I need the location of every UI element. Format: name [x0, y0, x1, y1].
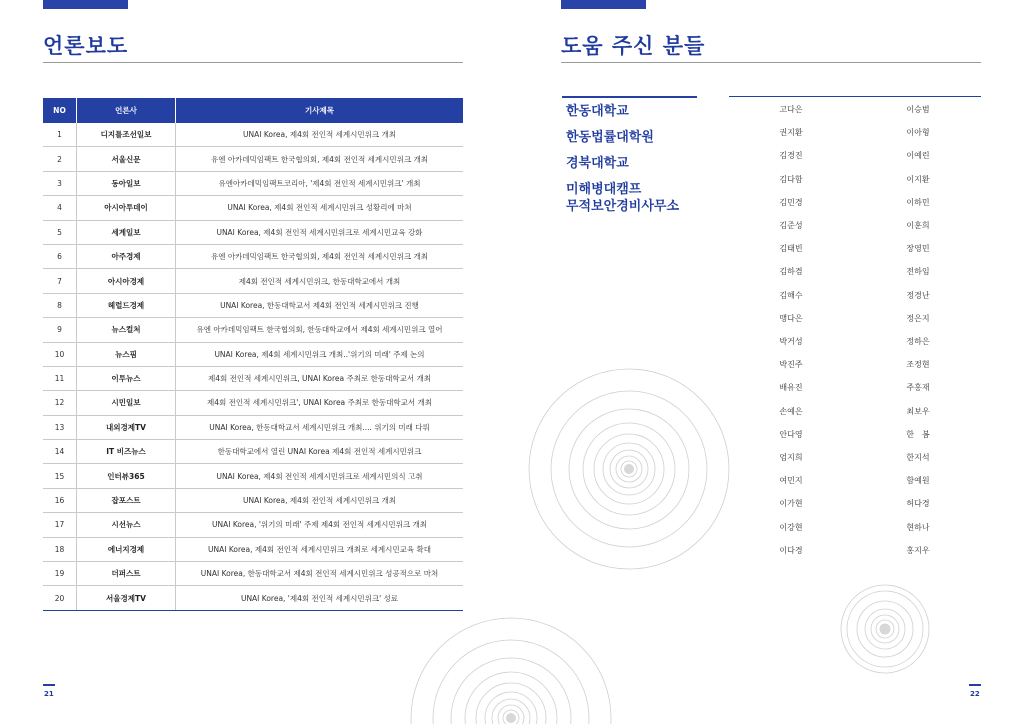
institution-name: 한동대학교 [566, 104, 629, 119]
table-row [43, 586, 463, 610]
row-number: 20 [43, 586, 77, 610]
left-page-number-bar [43, 684, 55, 686]
table-row [43, 147, 463, 171]
contributor-name: 이승범 [906, 105, 930, 114]
table-row [43, 513, 463, 537]
article-title: 유엔 아카데믹임팩트 한국협의회, 제4회 전인적 세계시민위크 개최 [176, 147, 464, 171]
row-number: 3 [43, 171, 77, 195]
contributor-name: 주홍재 [906, 383, 930, 393]
contributor-name: 정하은 [906, 337, 930, 346]
row-number: 1 [43, 123, 77, 147]
article-title: UNAI Korea, 한동대학교서 제4회 전인적 세계시민위크 진행 [176, 293, 464, 317]
article-title: 유엔아카데믹임팩트코리아, '제4회 전인적 세계시민위크' 개최 [176, 171, 464, 195]
contributor-name: 이예린 [906, 151, 930, 161]
media-name: 이투뉴스 [77, 366, 176, 390]
row-number: 4 [43, 196, 77, 220]
table-row [43, 342, 463, 366]
press-coverage-table [43, 98, 463, 611]
contributor-name: 고다은 [779, 105, 803, 114]
article-title: 제4회 전인적 세계시민위크, UNAI Korea 주최로 한동대학교서 개최 [176, 366, 464, 390]
left-page-number: 21 [44, 690, 54, 698]
contributor-name: 김경진 [779, 151, 803, 161]
media-name: IT 비즈뉴스 [77, 440, 176, 464]
article-title: UNAI Korea, 제4회 세계시민위크 개최..'위기의 미래' 주제 논의 [176, 342, 464, 366]
right-page-title: 도움 주신 분들 [561, 34, 706, 58]
header-media: 언론사 [77, 98, 176, 123]
header-no: NO [43, 98, 77, 123]
contributor-name: 허다경 [906, 499, 930, 509]
decorative-ring-center [624, 464, 634, 474]
media-name: 더퍼스트 [77, 562, 176, 586]
row-number: 11 [43, 366, 77, 390]
article-title: UNAI Korea, 한동대학교서 제4회 전인적 세계시민위크 성공적으로 마쳐 [176, 562, 464, 586]
article-title: UNAI Korea, 제4회 전인적 세계시민위크 성황리에 마쳐 [176, 196, 464, 220]
contributor-name: 이다경 [779, 545, 803, 555]
contributor-name: 한지석 [906, 453, 930, 462]
row-number: 14 [43, 440, 77, 464]
institution-name: 한동법률대학원 [566, 130, 654, 145]
left-header-tab [43, 0, 128, 9]
contributor-name: 이하민 [906, 197, 930, 207]
row-number: 12 [43, 391, 77, 415]
media-name: 서울신문 [77, 147, 176, 171]
contributor-name: 안다영 [779, 429, 803, 439]
right-header-tab [561, 0, 646, 9]
concentric-circles-center [524, 364, 734, 574]
table-row [43, 562, 463, 586]
contributor-name: 조정현 [906, 360, 930, 370]
contributor-name: 손예은 [779, 406, 803, 416]
article-title: 제4회 전인적 세계시민위크, 한동대학교에서 개최 [176, 269, 464, 293]
contributor-name: 현하나 [906, 522, 930, 532]
table-row [43, 220, 463, 244]
media-name: 시민일보 [77, 391, 176, 415]
contributor-name: 배유진 [779, 383, 803, 393]
article-title: UNAI Korea, 제4회 전인적 세계시민위크로 세계시민의식 고취 [176, 464, 464, 488]
table-row [43, 123, 463, 147]
contributor-name: 김준성 [779, 221, 803, 230]
decorative-ring-center [506, 713, 516, 723]
table-header-row [43, 98, 463, 123]
concentric-circles-bottom [398, 600, 624, 724]
right-page-number: 22 [970, 690, 980, 698]
left-title-rule [43, 62, 463, 63]
header-article-title: 기사제목 [176, 98, 464, 123]
row-number: 7 [43, 269, 77, 293]
contributor-name: 김민경 [779, 197, 803, 207]
article-title: UNAI Korea, 제4회 전인적 세계시민위크 개최로 세계시민교육 확대 [176, 537, 464, 561]
contributor-name: 김해수 [779, 290, 803, 300]
row-number: 2 [43, 147, 77, 171]
contributor-name: 여민지 [779, 476, 803, 486]
decorative-ring [411, 618, 611, 724]
contributor-name: 김태빈 [779, 244, 803, 254]
table-row [43, 391, 463, 415]
contributor-name: 전하임 [906, 267, 930, 277]
table-row [43, 537, 463, 561]
contributor-name: 박거성 [779, 337, 803, 346]
contributor-name: 권지환 [779, 128, 803, 138]
contributor-name: 정경난 [906, 290, 930, 300]
right-page-number-bar [969, 684, 981, 686]
row-number: 8 [43, 293, 77, 317]
article-title: UNAI Korea, 한동대학교서 세계시민위크 개최.... 위기의 미래 다뤄 [176, 415, 464, 439]
media-name: 아주경제 [77, 244, 176, 268]
article-title: UNAI Korea, 제4회 전인적 세계시민위크 개최 [176, 123, 464, 147]
names-rule [729, 96, 981, 97]
contributor-name: 이가현 [779, 499, 803, 509]
contributor-name: 이강현 [779, 522, 803, 532]
media-name: 아시아투데이 [77, 196, 176, 220]
table-row [43, 464, 463, 488]
table-row [43, 440, 463, 464]
institution-name: 미해병대캠프 무적보안경비사무소 [566, 182, 680, 214]
table-row [43, 171, 463, 195]
media-name: 서울경제TV [77, 586, 176, 610]
institution-name: 경북대학교 [566, 156, 629, 171]
table-row [43, 415, 463, 439]
row-number: 5 [43, 220, 77, 244]
article-title: UNAI Korea, 제4회 전인적 세계시민위크로 세계시민교육 강화 [176, 220, 464, 244]
article-title: UNAI Korea, '제4회 전인적 세계시민위크' 성료 [176, 586, 464, 610]
contributor-name: 정은지 [906, 313, 930, 323]
row-number: 10 [43, 342, 77, 366]
article-title: 제4회 전인적 세계시민위크', UNAI Korea 주최로 한동대학교서 개최 [176, 391, 464, 415]
table-row [43, 318, 463, 342]
media-name: 헤럴드경제 [77, 293, 176, 317]
contributor-name: 이지환 [906, 174, 930, 184]
table-row [43, 269, 463, 293]
table-row [43, 244, 463, 268]
media-name: 잡포스트 [77, 488, 176, 512]
media-name: 아시아경제 [77, 269, 176, 293]
table-row [43, 488, 463, 512]
table-body [43, 123, 463, 610]
media-name: 시선뉴스 [77, 513, 176, 537]
row-number: 16 [43, 488, 77, 512]
row-number: 13 [43, 415, 77, 439]
table-row [43, 366, 463, 390]
media-name: 세계일보 [77, 220, 176, 244]
article-title: 유엔 아카데믹임팩트 한국협의회, 한동대학교에서 제4회 세계시민위크 열어 [176, 318, 464, 342]
contributor-name: 이아형 [906, 128, 930, 138]
right-title-rule [561, 62, 981, 63]
decorative-ring-center [880, 624, 890, 634]
media-name: 뉴스핌 [77, 342, 176, 366]
contributor-name: 함예원 [906, 476, 930, 486]
media-name: 에너지경제 [77, 537, 176, 561]
contributor-name: 이훈희 [906, 221, 930, 230]
contributor-name: 홍지우 [906, 545, 930, 555]
media-name: 인터뷰365 [77, 464, 176, 488]
media-name: 내외경제TV [77, 415, 176, 439]
row-number: 19 [43, 562, 77, 586]
contributor-name: 박진주 [779, 360, 803, 370]
row-number: 9 [43, 318, 77, 342]
media-name: 디지틀조선일보 [77, 123, 176, 147]
institutions-rule [562, 96, 697, 98]
article-title: 유엔 아카데믹임팩트 한국협의회, 제4회 전인적 세계시민위크 개최 [176, 244, 464, 268]
media-name: 뉴스컬처 [77, 318, 176, 342]
article-title: 한동대학교에서 열린 UNAI Korea 제4회 전인적 세계시민위크 [176, 440, 464, 464]
contributor-name: 김다함 [779, 174, 803, 184]
article-title: UNAI Korea, 제4회 전인적 세계시민위크 개최 [176, 488, 464, 512]
row-number: 18 [43, 537, 77, 561]
row-number: 15 [43, 464, 77, 488]
media-name: 동아일보 [77, 171, 176, 195]
contributor-name: 엄지희 [779, 453, 803, 462]
contributor-name: 한 봄 [906, 429, 930, 439]
left-page-title: 언론보도 [43, 34, 129, 58]
concentric-circles-small [840, 584, 930, 674]
table-row [43, 293, 463, 317]
row-number: 6 [43, 244, 77, 268]
contributor-name: 장영민 [906, 244, 930, 254]
row-number: 17 [43, 513, 77, 537]
table-row [43, 196, 463, 220]
contributor-name: 김하겸 [779, 267, 803, 277]
institutions-list [566, 103, 726, 224]
contributor-name: 맹다은 [779, 313, 803, 323]
decorative-ring [433, 640, 589, 724]
article-title: UNAI Korea, '위기의 미래' 주제 제4회 전인적 세계시민위크 개최 [176, 513, 464, 537]
contributor-name: 최보우 [906, 406, 930, 416]
